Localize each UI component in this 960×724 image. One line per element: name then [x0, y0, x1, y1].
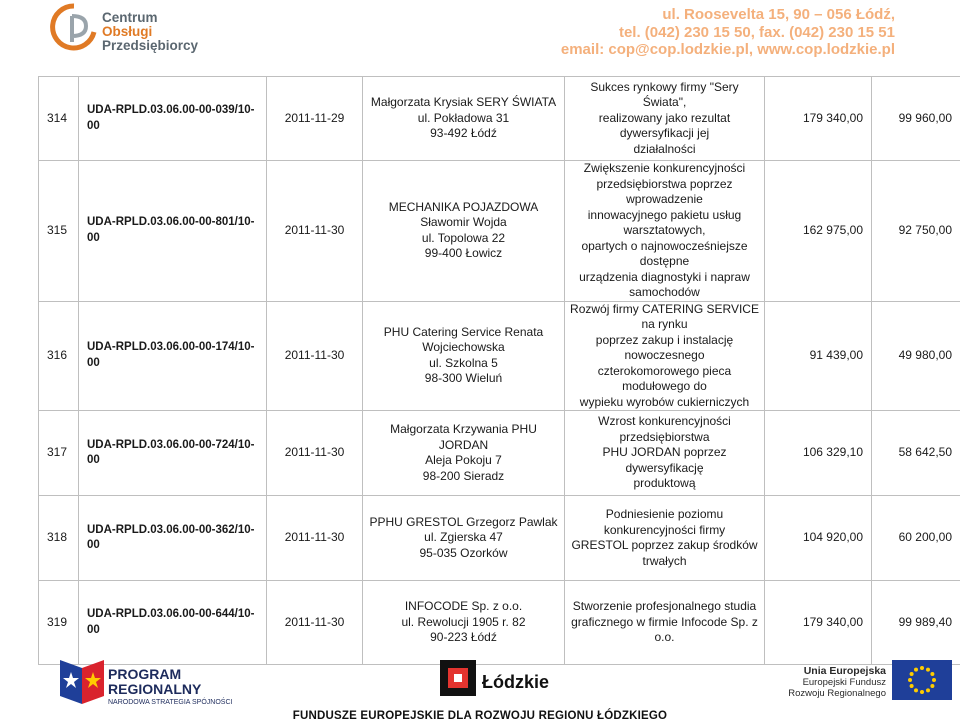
logo-line-3: Przedsiębiorcy [102, 38, 199, 53]
title-line: Podniesienie poziomu konkurencyjności firmy [603, 507, 726, 537]
row-number: 318 [39, 496, 79, 581]
beneficiary-cell [363, 496, 565, 581]
agreement-code: UDA-RPLD.03.06.00-00-724/10-00 [79, 411, 267, 496]
contact-phone: tel. (042) 230 15 50, fax. (042) 230 15 51 [618, 23, 895, 41]
row-number: 317 [39, 411, 79, 496]
grant-value: 99 960,00 [872, 77, 960, 161]
title-line: przedsiębiorstwa poprzez wprowadzenie [596, 176, 733, 206]
project-title-cell [565, 77, 765, 161]
footer-funds-text: FUNDUSZE EUROPEJSKIE DLA ROZWOJU REGIONU ŁÓDZKIEGO [292, 710, 668, 722]
cop-logo [50, 2, 220, 58]
row-number: 315 [39, 161, 79, 302]
beneficiary-line: 95-035 Ozorków [419, 545, 508, 560]
beneficiary-line: INFOCODE Sp. z o.o. [404, 599, 523, 614]
beneficiary-cell [363, 77, 565, 161]
beneficiary-cell [363, 161, 565, 302]
title-line: Rozwój firmy CATERING SERVICE na rynku [570, 301, 759, 331]
beneficiary-cell [363, 411, 565, 496]
total-value: 179 340,00 [765, 581, 872, 665]
project-title-cell [565, 161, 765, 302]
beneficiary-line: 90-223 Łódź [430, 630, 497, 645]
beneficiary-line: ul. Szkolna 5 [429, 355, 498, 370]
agreement-date: 2011-11-30 [267, 411, 363, 496]
grant-value: 92 750,00 [872, 161, 960, 302]
table-row [39, 161, 960, 302]
title-line: realizowany jako rezultat dywersyfikacji jej [598, 110, 731, 141]
total-value: 179 340,00 [765, 77, 872, 161]
lodzkie-label: Łódzkie [482, 672, 550, 692]
beneficiary-line: Wojciechowska [422, 340, 505, 355]
program-regionalny-logo [60, 658, 233, 711]
title-line: PHU JORDAN poprzez dywersyfikację [602, 445, 727, 475]
title-line: Wzrost konkurencyjności przedsiębiorstwa [598, 414, 731, 444]
agreement-date: 2011-11-30 [267, 581, 363, 665]
project-title-cell [565, 301, 765, 411]
beneficiary-line: Małgorzata Krysiak SERY ŚWIATA [370, 95, 557, 110]
title-line: graficznego w firmie Infocode Sp. z o.o. [571, 614, 758, 645]
lodzkie-emblem-icon [440, 660, 476, 696]
beneficiary-line: ul. Pokładowa 31 [417, 110, 510, 125]
letterhead [0, 0, 960, 70]
beneficiary-line: 93-492 Łódź [430, 126, 497, 141]
program-label: PROGRAM [108, 666, 182, 682]
eu-flag-icon [892, 660, 952, 700]
agreement-code: UDA-RPLD.03.06.00-00-801/10-00 [79, 161, 267, 302]
title-line: Sukces rynkowy firmy "Sery Świata", [590, 79, 739, 110]
logo-line-2: Obsługi [102, 24, 153, 39]
grant-value: 58 642,50 [872, 411, 960, 496]
beneficiary-line: PPHU GRESTOL Grzegorz Pawlak [369, 514, 558, 529]
title-line: wypieku wyrobów cukierniczych [579, 394, 750, 409]
title-line: GRESTOL poprzez zakup środków trwałych [571, 538, 758, 568]
title-line: Zwiększenie konkurencyjności [583, 161, 746, 175]
total-value: 106 329,10 [765, 411, 872, 496]
contact-block [561, 6, 895, 59]
title-line: czterokomorowego pieca modułowego do [597, 363, 732, 393]
beneficiary-line: ul. Topolowa 22 [421, 230, 506, 245]
eu-line-3: Rozwoju Regionalnego [788, 688, 886, 699]
title-line: produktową [633, 476, 696, 491]
title-line: innowacyjnego pakietu usług warsztatowych, [587, 207, 742, 237]
strategy-label: NARODOWA STRATEGIA SPÓJNOŚCI [108, 699, 233, 706]
beneficiary-line: ul. Zgierska 47 [424, 530, 503, 545]
total-value: 104 920,00 [765, 496, 872, 581]
title-line: działalności [633, 141, 696, 156]
title-line: poprzez zakup i instalację nowoczesnego [595, 332, 734, 362]
total-value: 162 975,00 [765, 161, 872, 302]
regionalny-label: REGIONALNY [108, 681, 202, 697]
beneficiary-line: 98-200 Sieradz [422, 468, 505, 483]
beneficiary-line: 99-400 Łowicz [424, 246, 503, 261]
title-line: Stworzenie profesjonalnego studia [572, 599, 757, 614]
grant-value: 99 989,40 [872, 581, 960, 665]
table-row [39, 301, 960, 411]
beneficiary-line: ul. Rewolucji 1905 r. 82 [401, 614, 526, 629]
agreement-date: 2011-11-30 [267, 161, 363, 302]
beneficiary-cell [363, 301, 565, 411]
title-line: urządzenia diagnostyki i napraw [579, 269, 750, 284]
footer [0, 640, 960, 724]
grants-table [38, 76, 960, 665]
project-title-cell [565, 411, 765, 496]
project-title-cell [565, 496, 765, 581]
title-line: opartych o najnowocześniejsze dostępne [581, 238, 748, 268]
agreement-date: 2011-11-30 [267, 301, 363, 411]
contact-address: ul. Roosevelta 15, 90 – 056 Łódź, [662, 6, 895, 23]
agreement-code: UDA-RPLD.03.06.00-00-039/10-00 [79, 77, 267, 161]
agreement-date: 2011-11-30 [267, 496, 363, 581]
agreement-date: 2011-11-29 [267, 77, 363, 161]
row-number: 319 [39, 581, 79, 665]
grant-value: 49 980,00 [872, 301, 960, 411]
beneficiary-line: MECHANIKA POJAZDOWA Sławomir Wojda [388, 199, 539, 230]
eu-line-2: Europejski Fundusz [802, 677, 886, 688]
grant-value: 60 200,00 [872, 496, 960, 581]
row-number: 314 [39, 77, 79, 161]
title-line: samochodów [629, 285, 700, 299]
total-value: 91 439,00 [765, 301, 872, 411]
beneficiary-line: 98-300 Wieluń [424, 371, 503, 386]
table-row [39, 77, 960, 161]
eu-line-1: Unia Europejska [803, 665, 886, 677]
row-number: 316 [39, 301, 79, 411]
agreement-code: UDA-RPLD.03.06.00-00-174/10-00 [79, 301, 267, 411]
logo-line-1: Centrum [102, 10, 158, 25]
cop-emblem-icon [50, 2, 98, 52]
agreement-code: UDA-RPLD.03.06.00-00-644/10-00 [79, 581, 267, 665]
beneficiary-line: PHU Catering Service Renata [383, 324, 544, 339]
agreement-code: UDA-RPLD.03.06.00-00-362/10-00 [79, 496, 267, 581]
table-row [39, 496, 960, 581]
contact-email: email: cop@cop.lodzkie.pl, www.cop.lodzkie.pl [560, 41, 895, 58]
beneficiary-line: Małgorzata Krzywania PHU JORDAN [390, 422, 537, 452]
star-flag-icon [60, 658, 104, 706]
table-row [39, 411, 960, 496]
beneficiary-line: Aleja Pokoju 7 [425, 453, 502, 467]
lodzkie-logo [440, 660, 550, 701]
